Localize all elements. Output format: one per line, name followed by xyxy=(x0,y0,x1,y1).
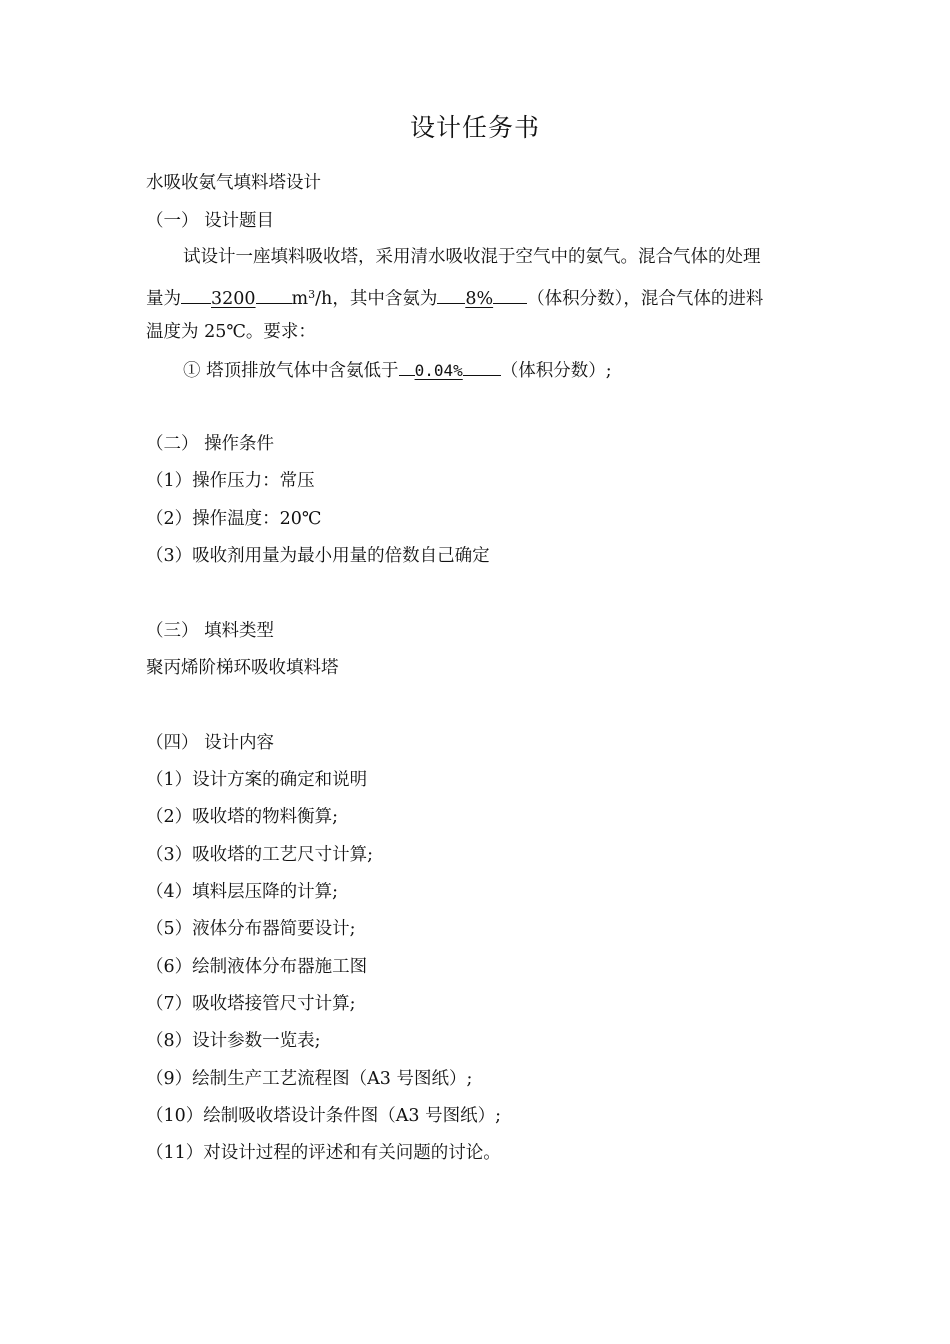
flow-unit: m xyxy=(291,289,309,309)
operating-condition-item: （3）吸收剂用量为最小用量的倍数自己确定 xyxy=(146,546,490,566)
design-content-item: （6）绘制液体分布器施工图 xyxy=(146,957,368,977)
underline-blank xyxy=(493,285,527,304)
design-content-item: （1）设计方案的确定和说明 xyxy=(146,770,368,790)
underline-blank xyxy=(437,285,465,304)
design-content-item: （9）绘制生产工艺流程图（A3 号图纸）; xyxy=(146,1069,473,1089)
section-1-heading: （一） 设计题目 xyxy=(146,211,275,231)
design-content-item: （5）液体分布器简要设计; xyxy=(146,919,356,939)
underline-blank xyxy=(463,357,501,376)
flow-rate-value: 3200 xyxy=(211,289,256,309)
underline-blank xyxy=(399,357,415,376)
design-content-item: （2）吸收塔的物料衡算; xyxy=(146,807,339,827)
section-1-paragraph-line-1: 试设计一座填料吸收塔，采用清水吸收混于空气中的氨气。混合气体的处理 xyxy=(183,247,761,267)
underline-blank xyxy=(256,285,292,304)
outlet-ammonia-value: 0.04% xyxy=(414,361,463,380)
packing-type-text: 聚丙烯阶梯环吸收填料塔 xyxy=(146,658,339,678)
section-1-paragraph-line-3: 温度为 25℃。要求： xyxy=(146,322,316,342)
ammonia-concentration-value: 8% xyxy=(465,289,494,309)
operating-condition-item: （2）操作温度：20℃ xyxy=(146,509,322,529)
underline-blank xyxy=(181,285,211,304)
flow-prefix: 量为 xyxy=(146,289,181,309)
section-2-heading: （二） 操作条件 xyxy=(146,434,275,454)
design-content-item: （10）绘制吸收塔设计条件图（A3 号图纸）; xyxy=(146,1106,501,1126)
operating-condition-item: （1）操作压力：常压 xyxy=(146,471,315,491)
design-content-item: （7）吸收塔接管尺寸计算; xyxy=(146,994,356,1014)
section-1-paragraph-line-2 xyxy=(146,283,763,311)
requirement-1-prefix: ① 塔顶排放气体中含氨低于 xyxy=(183,361,399,381)
requirement-1-suffix: （体积分数）; xyxy=(500,361,612,381)
page-title: 设计任务书 xyxy=(409,113,540,142)
design-subject: 水吸收氨气填料塔设计 xyxy=(146,173,321,193)
design-content-item: （11）对设计过程的评述和有关问题的讨论。 xyxy=(146,1143,501,1163)
section-3-heading: （三） 填料类型 xyxy=(146,621,275,641)
concentration-suffix: （体积分数），混合气体的进料 xyxy=(527,289,764,309)
design-content-item: （4）填料层压降的计算; xyxy=(146,882,339,902)
flow-unit-tail: /h，其中含氨为 xyxy=(315,289,438,309)
design-content-item: （8）设计参数一览表; xyxy=(146,1031,321,1051)
flow-unit-superscript: 3 xyxy=(308,288,316,301)
section-4-heading: （四） 设计内容 xyxy=(146,733,275,753)
design-content-item: （3）吸收塔的工艺尺寸计算; xyxy=(146,845,374,865)
requirement-1 xyxy=(183,357,612,383)
